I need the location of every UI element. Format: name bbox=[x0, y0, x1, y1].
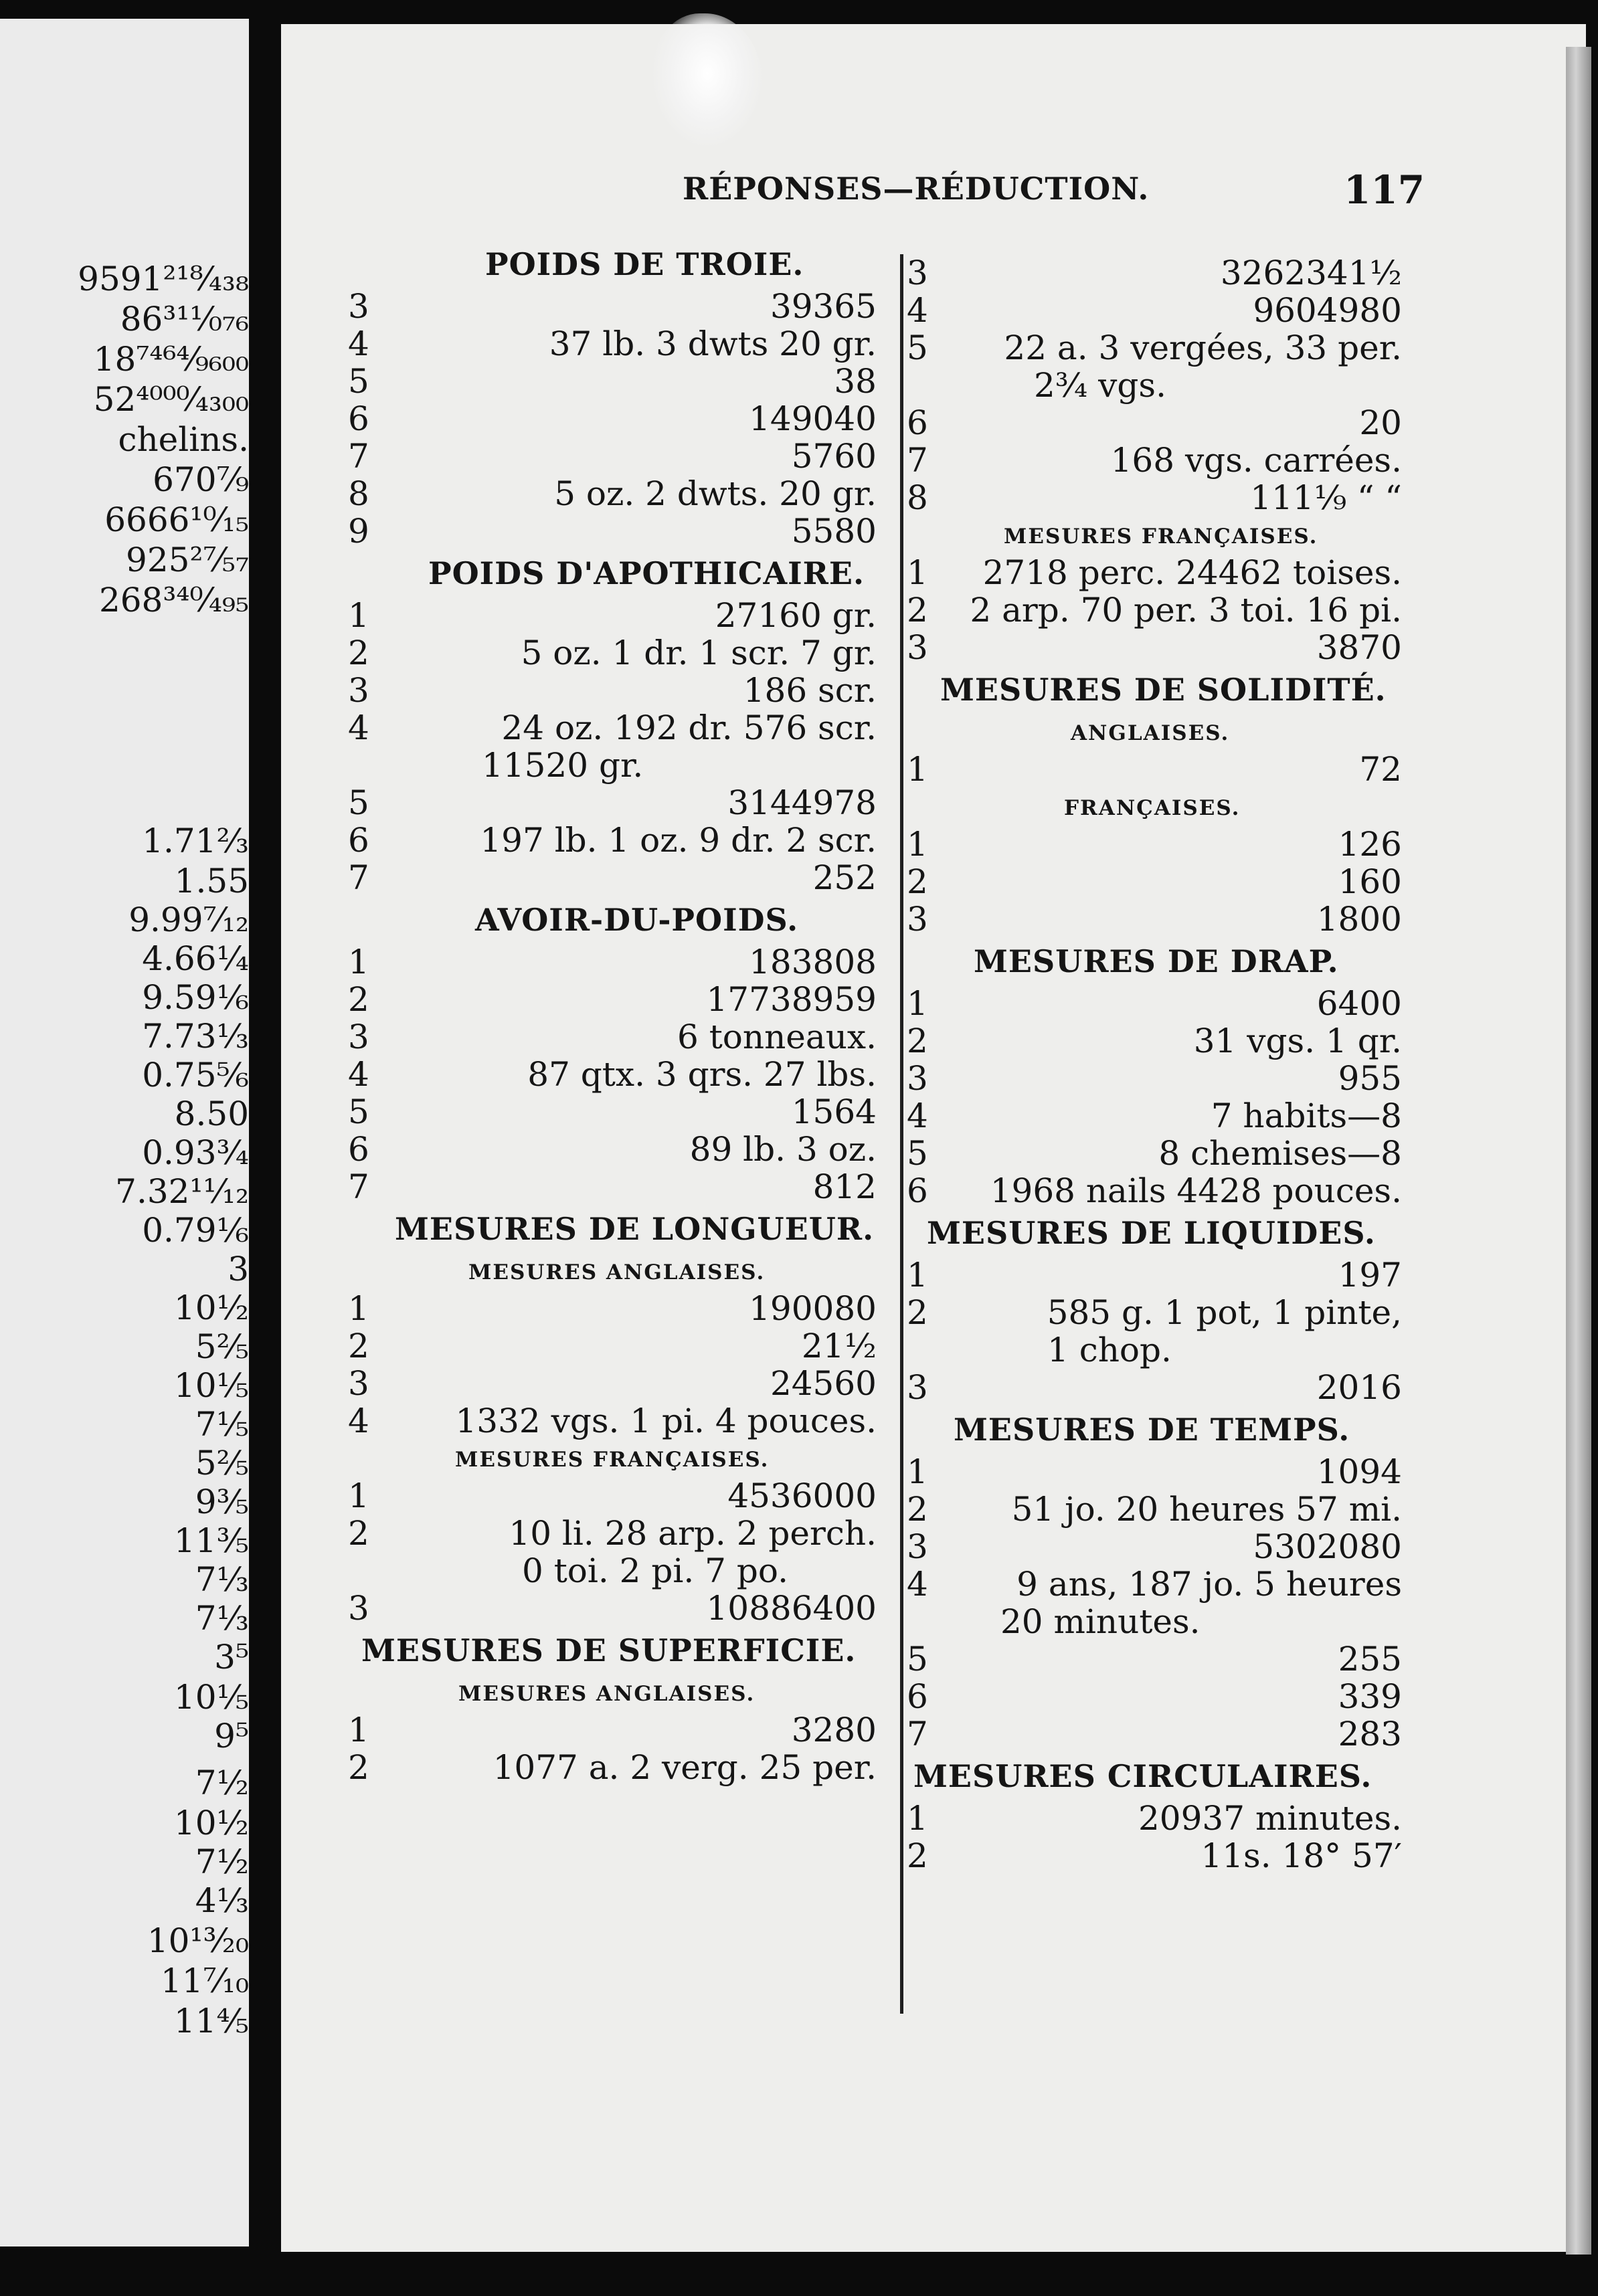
section-heading: MESURES DE TEMPS. bbox=[954, 1412, 1350, 1448]
answer-number: 5 bbox=[907, 328, 928, 367]
answer-value: 186 scr. bbox=[743, 671, 877, 710]
answer-value: 5760 bbox=[791, 437, 877, 476]
answer-row bbox=[907, 1097, 1402, 1135]
answer-row bbox=[348, 400, 877, 438]
answer-value: 160 bbox=[1338, 862, 1402, 901]
answer-value: 1332 vgs. 1 pi. 4 pouces. bbox=[455, 1402, 877, 1440]
answer-number: 4 bbox=[348, 324, 369, 363]
answer-row bbox=[907, 591, 1402, 629]
answer-number: 6 bbox=[348, 399, 369, 438]
left-page-fragment: 9.99⁷⁄₁₂ bbox=[128, 900, 249, 939]
answer-value: 585 g. 1 pot, 1 pinte, bbox=[1047, 1293, 1402, 1332]
answer-number: 4 bbox=[907, 1096, 928, 1135]
left-page bbox=[0, 19, 249, 2246]
answer-value: 339 bbox=[1338, 1677, 1402, 1716]
answer-row bbox=[348, 709, 877, 747]
answer-number: 2 bbox=[348, 1514, 369, 1553]
answer-continuation: 20 minutes. bbox=[1000, 1602, 1201, 1641]
answer-value: 3870 bbox=[1316, 628, 1402, 667]
answer-row bbox=[907, 1678, 1402, 1715]
answer-number: 5 bbox=[348, 783, 369, 822]
left-page-fragment: 18⁷⁴⁶⁴⁄₉₆₀₀ bbox=[93, 340, 249, 379]
answer-value: 22 a. 3 vergées, 33 per. bbox=[1004, 328, 1402, 367]
answer-number: 7 bbox=[348, 858, 369, 897]
answer-value: 1968 nails 4428 pouces. bbox=[990, 1171, 1402, 1210]
answer-value: 10886400 bbox=[706, 1589, 877, 1628]
left-page-fragment: 11⅘ bbox=[173, 2002, 249, 2040]
left-page-fragment: chelins. bbox=[118, 420, 249, 459]
left-page-fragment: 0.93¾ bbox=[142, 1133, 249, 1172]
left-page-fragment: 7⅕ bbox=[195, 1405, 249, 1444]
answer-row bbox=[348, 597, 877, 634]
answer-value: 5302080 bbox=[1253, 1527, 1402, 1566]
answer-row bbox=[907, 1172, 1402, 1210]
answer-row bbox=[907, 329, 1402, 367]
answer-row bbox=[348, 1327, 877, 1365]
answer-value: 111⅑ “ “ bbox=[1250, 478, 1402, 517]
answer-number: 2 bbox=[348, 1327, 369, 1365]
left-page-fragment: 925²⁷⁄₅₇ bbox=[126, 541, 249, 579]
answer-value: 1564 bbox=[791, 1092, 877, 1131]
left-answer-column bbox=[348, 241, 877, 1786]
answer-value: 2016 bbox=[1316, 1368, 1402, 1407]
answer-value: 21½ bbox=[801, 1327, 877, 1365]
answer-row bbox=[348, 325, 877, 363]
answer-row bbox=[907, 985, 1402, 1022]
answer-row bbox=[907, 1453, 1402, 1491]
answer-number: 4 bbox=[348, 1055, 369, 1094]
answer-value: 17738959 bbox=[706, 980, 877, 1019]
answer-value: 197 lb. 1 oz. 9 dr. 2 scr. bbox=[480, 821, 877, 860]
answer-row bbox=[907, 1640, 1402, 1678]
answer-row bbox=[348, 1590, 877, 1627]
answer-number: 1 bbox=[907, 825, 928, 864]
answer-number: 9 bbox=[348, 512, 369, 551]
answer-row bbox=[907, 826, 1402, 863]
answer-row bbox=[907, 1565, 1402, 1603]
answer-row bbox=[907, 254, 1402, 292]
answer-value: 183808 bbox=[749, 943, 877, 981]
left-page-fragment: 86³¹¹⁄₀₇₆ bbox=[120, 300, 249, 339]
section-heading: POIDS DE TROIE. bbox=[485, 246, 804, 282]
answer-row bbox=[348, 1131, 877, 1168]
answer-number: 6 bbox=[348, 1130, 369, 1169]
answer-row bbox=[348, 1056, 877, 1093]
section-heading: AVOIR-DU-POIDS. bbox=[475, 902, 799, 938]
answer-value: 37 lb. 3 dwts 20 gr. bbox=[549, 324, 877, 363]
answer-number: 4 bbox=[348, 708, 369, 747]
answer-number: 7 bbox=[348, 1167, 369, 1206]
answer-number: 1 bbox=[907, 1799, 928, 1838]
answer-value: 72 bbox=[1359, 750, 1402, 789]
answer-row bbox=[907, 1294, 1402, 1331]
answer-number: 2 bbox=[907, 1293, 928, 1332]
answer-value: 252 bbox=[812, 858, 877, 897]
answer-number: 3 bbox=[348, 1018, 369, 1056]
answer-value: 955 bbox=[1338, 1059, 1402, 1098]
answer-row bbox=[348, 438, 877, 475]
answer-value: 3262341½ bbox=[1220, 254, 1402, 292]
section-heading: MESURES DE SUPERFICIE. bbox=[361, 1632, 857, 1668]
answer-number: 1 bbox=[907, 553, 928, 592]
answer-row bbox=[907, 1369, 1402, 1406]
answer-value: 2 arp. 70 per. 3 toi. 16 pi. bbox=[970, 591, 1402, 630]
answer-row bbox=[907, 479, 1402, 516]
answer-value: 1094 bbox=[1316, 1452, 1402, 1491]
answer-row bbox=[348, 1515, 877, 1552]
left-page-fragment: 3⁵ bbox=[214, 1638, 249, 1677]
answer-value: 1800 bbox=[1316, 900, 1402, 939]
running-header: RÉPONSES—RÉDUCTION. bbox=[683, 171, 1150, 207]
answer-number: 1 bbox=[907, 1256, 928, 1295]
left-page-fragment: 10¹³⁄₂₀ bbox=[147, 1921, 249, 1960]
answer-row bbox=[907, 1256, 1402, 1294]
answer-row bbox=[348, 1168, 877, 1206]
answer-number: 7 bbox=[907, 1715, 928, 1753]
section-heading: MESURES CIRCULAIRES. bbox=[913, 1758, 1372, 1794]
answer-value: 168 vgs. carrées. bbox=[1110, 441, 1402, 480]
answer-row bbox=[907, 629, 1402, 666]
left-page-fragment: 4.66¼ bbox=[142, 939, 249, 978]
answer-number: 2 bbox=[907, 1022, 928, 1060]
left-page-fragment: 9⅗ bbox=[195, 1482, 249, 1521]
answer-number: 8 bbox=[907, 478, 928, 517]
answer-value: 1077 a. 2 verg. 25 per. bbox=[493, 1748, 877, 1787]
left-page-fragment: 1.71⅔ bbox=[142, 822, 249, 860]
answer-number: 6 bbox=[907, 403, 928, 442]
left-page-fragment: 11⁷⁄₁₀ bbox=[160, 1962, 249, 2000]
answer-continuation: 2¾ vgs. bbox=[1034, 366, 1166, 405]
answer-row bbox=[348, 634, 877, 672]
answer-number: 1 bbox=[348, 943, 369, 981]
answer-number: 4 bbox=[907, 1565, 928, 1604]
answer-number: 1 bbox=[907, 1452, 928, 1491]
subsection-heading: ANGLAISES. bbox=[1071, 721, 1230, 745]
left-page-fragment: 9.59⅙ bbox=[142, 978, 249, 1017]
answer-number: 3 bbox=[348, 671, 369, 710]
answer-row bbox=[348, 1365, 877, 1402]
answer-number: 3 bbox=[907, 1059, 928, 1098]
section-heading: MESURES DE SOLIDITÉ. bbox=[940, 672, 1387, 708]
answer-value: 87 qtx. 3 qrs. 27 lbs. bbox=[527, 1055, 877, 1094]
left-page-fragment: 0.79⅙ bbox=[142, 1211, 249, 1250]
left-page-fragment: 670⁷⁄₉ bbox=[153, 460, 249, 499]
answer-number: 6 bbox=[907, 1677, 928, 1716]
page-edge bbox=[1566, 47, 1591, 2255]
left-page-fragment: 7½ bbox=[195, 1763, 249, 1802]
answer-value: 6 tonneaux. bbox=[677, 1018, 877, 1056]
answer-number: 2 bbox=[348, 1748, 369, 1787]
answer-row bbox=[348, 512, 877, 550]
answer-number: 5 bbox=[907, 1640, 928, 1679]
answer-value: 7 habits—8 bbox=[1211, 1096, 1402, 1135]
answer-row bbox=[907, 442, 1402, 479]
answer-number: 3 bbox=[348, 1364, 369, 1403]
answer-row bbox=[907, 751, 1402, 788]
answer-row bbox=[907, 863, 1402, 900]
subsection-heading: MESURES ANGLAISES. bbox=[468, 1260, 766, 1284]
answer-row bbox=[348, 363, 877, 400]
answer-number: 8 bbox=[348, 474, 369, 513]
answer-continuation: 0 toi. 2 pi. 7 po. bbox=[522, 1551, 788, 1590]
answer-value: 4536000 bbox=[727, 1476, 877, 1515]
answer-number: 5 bbox=[348, 362, 369, 401]
answer-number: 4 bbox=[907, 291, 928, 330]
answer-value: 197 bbox=[1338, 1256, 1402, 1295]
answer-value: 38 bbox=[834, 362, 877, 401]
right-answer-column bbox=[907, 254, 1402, 1875]
answer-number: 3 bbox=[348, 287, 369, 326]
answer-number: 1 bbox=[348, 1476, 369, 1515]
answer-number: 6 bbox=[907, 1171, 928, 1210]
answer-value: 20 bbox=[1359, 403, 1402, 442]
answer-value: 3280 bbox=[791, 1711, 877, 1749]
answer-row bbox=[348, 1711, 877, 1749]
left-page-fragment: 4⅓ bbox=[195, 1881, 249, 1920]
section-heading: MESURES DE LIQUIDES. bbox=[927, 1215, 1376, 1251]
answer-value: 8 chemises—8 bbox=[1158, 1134, 1402, 1173]
left-page-fragment: 6666¹⁰⁄₁₅ bbox=[104, 500, 249, 539]
left-page-fragment: 10⅕ bbox=[173, 1678, 249, 1717]
answer-number: 1 bbox=[348, 596, 369, 635]
answer-row bbox=[907, 1022, 1402, 1060]
page-number: 117 bbox=[1344, 167, 1425, 213]
answer-value: 812 bbox=[812, 1167, 877, 1206]
answer-number: 5 bbox=[907, 1134, 928, 1173]
answer-value: 27160 gr. bbox=[715, 596, 877, 635]
answer-row bbox=[907, 1800, 1402, 1837]
answer-value: 6400 bbox=[1316, 984, 1402, 1023]
answer-number: 2 bbox=[348, 634, 369, 672]
answer-row bbox=[348, 1093, 877, 1131]
answer-value: 283 bbox=[1338, 1715, 1402, 1753]
answer-value: 20937 minutes. bbox=[1138, 1799, 1402, 1838]
left-page-fragment: 10½ bbox=[173, 1804, 249, 1842]
answer-value: 255 bbox=[1338, 1640, 1402, 1679]
answer-number: 2 bbox=[907, 1490, 928, 1529]
left-page-fragment: 268³⁴⁰⁄₄₉₅ bbox=[98, 581, 249, 619]
answer-continuation: 1 chop. bbox=[1047, 1331, 1172, 1369]
answer-number: 2 bbox=[348, 980, 369, 1019]
answer-value: 126 bbox=[1338, 825, 1402, 864]
left-page-fragment: 9⁵ bbox=[214, 1717, 249, 1755]
answer-number: 7 bbox=[348, 437, 369, 476]
answer-number: 7 bbox=[907, 441, 928, 480]
subsection-heading: MESURES ANGLAISES. bbox=[458, 1682, 756, 1706]
answer-row bbox=[348, 981, 877, 1018]
answer-row bbox=[907, 404, 1402, 442]
left-page-fragment: 8.50 bbox=[174, 1094, 249, 1133]
answer-value: 89 lb. 3 oz. bbox=[689, 1130, 877, 1169]
answer-row bbox=[907, 1528, 1402, 1565]
answer-number: 1 bbox=[348, 1711, 369, 1749]
section-heading: POIDS D'APOTHICAIRE. bbox=[428, 555, 865, 591]
answer-number: 3 bbox=[348, 1589, 369, 1628]
answer-number: 6 bbox=[348, 821, 369, 860]
answer-number: 4 bbox=[348, 1402, 369, 1440]
answer-row bbox=[907, 554, 1402, 591]
left-page-fragment: 11⅗ bbox=[173, 1521, 249, 1560]
answer-row bbox=[907, 1837, 1402, 1875]
answer-number: 1 bbox=[907, 750, 928, 789]
answer-value: 3144978 bbox=[727, 783, 877, 822]
answer-number: 3 bbox=[907, 1368, 928, 1407]
answer-number: 3 bbox=[907, 900, 928, 939]
answer-row bbox=[348, 475, 877, 512]
answer-number: 3 bbox=[907, 628, 928, 667]
answer-row bbox=[907, 1060, 1402, 1097]
answer-row bbox=[348, 1290, 877, 1327]
left-page-fragment: 7½ bbox=[195, 1842, 249, 1881]
answer-value: 51 jo. 20 heures 57 mi. bbox=[1011, 1490, 1402, 1529]
answer-value: 31 vgs. 1 qr. bbox=[1193, 1022, 1402, 1060]
answer-row bbox=[907, 1135, 1402, 1172]
answer-value: 10 li. 28 arp. 2 perch. bbox=[509, 1514, 877, 1553]
answer-row bbox=[907, 292, 1402, 329]
answer-value: 5 oz. 1 dr. 1 scr. 7 gr. bbox=[521, 634, 877, 672]
answer-value: 5580 bbox=[791, 512, 877, 551]
answer-row bbox=[348, 288, 877, 325]
answer-number: 1 bbox=[907, 984, 928, 1023]
answer-row bbox=[348, 1477, 877, 1515]
answer-value: 11s. 18° 57′ bbox=[1201, 1836, 1402, 1875]
left-page-fragment: 0.75⅚ bbox=[142, 1056, 249, 1094]
answer-value: 149040 bbox=[749, 399, 877, 438]
answer-number: 5 bbox=[348, 1092, 369, 1131]
answer-row bbox=[348, 859, 877, 896]
left-page-fragment: 5⅖ bbox=[195, 1327, 249, 1366]
answer-row bbox=[907, 1715, 1402, 1753]
answer-number: 1 bbox=[348, 1289, 369, 1328]
answer-value: 24 oz. 192 dr. 576 scr. bbox=[501, 708, 877, 747]
answer-row bbox=[348, 784, 877, 822]
answer-row bbox=[348, 672, 877, 709]
answer-number: 3 bbox=[907, 1527, 928, 1566]
left-page-fragment: 3 bbox=[228, 1250, 249, 1288]
answer-value: 9 ans, 187 jo. 5 heures bbox=[1016, 1565, 1402, 1604]
left-page-fragment: 1.55 bbox=[174, 862, 249, 900]
left-page-fragment: 7.32¹¹⁄₁₂ bbox=[115, 1172, 249, 1211]
answer-row bbox=[348, 1402, 877, 1440]
answer-row bbox=[348, 1749, 877, 1786]
answer-row bbox=[348, 822, 877, 859]
answer-value: 2718 perc. 24462 toises. bbox=[982, 553, 1402, 592]
left-page-fragment: 5⅖ bbox=[195, 1444, 249, 1482]
answer-row bbox=[907, 1491, 1402, 1528]
answer-row bbox=[348, 1018, 877, 1056]
answer-row bbox=[907, 900, 1402, 938]
left-page-fragment: 10⅕ bbox=[173, 1366, 249, 1405]
subsection-heading: MESURES FRANÇAISES. bbox=[455, 1448, 770, 1472]
answer-value: 9604980 bbox=[1253, 291, 1402, 330]
answer-continuation: 11520 gr. bbox=[482, 746, 644, 785]
column-divider bbox=[900, 254, 903, 2014]
left-page-fragment: 7.73⅓ bbox=[142, 1017, 249, 1056]
section-heading: MESURES DE LONGUEUR. bbox=[395, 1211, 875, 1247]
left-page-fragment: 7⅓ bbox=[195, 1599, 249, 1638]
subsection-heading: MESURES FRANÇAISES. bbox=[1004, 524, 1318, 549]
answer-value: 24560 bbox=[770, 1364, 877, 1403]
left-page-fragment: 9591²¹⁸⁄₄₃₈ bbox=[78, 260, 249, 298]
answer-row bbox=[348, 943, 877, 981]
answer-value: 39365 bbox=[770, 287, 877, 326]
answer-value: 190080 bbox=[749, 1289, 877, 1328]
answer-number: 2 bbox=[907, 591, 928, 630]
left-page-fragment: 7⅓ bbox=[195, 1560, 249, 1599]
section-heading: MESURES DE DRAP. bbox=[974, 943, 1339, 979]
answer-number: 2 bbox=[907, 862, 928, 901]
left-page-fragment: 10½ bbox=[173, 1288, 249, 1327]
subsection-heading: FRANÇAISES. bbox=[1064, 796, 1241, 820]
answer-number: 3 bbox=[907, 254, 928, 292]
answer-number: 2 bbox=[907, 1836, 928, 1875]
left-page-fragment: 52⁴⁰⁰⁰⁄₄₃₀₀ bbox=[93, 380, 249, 419]
answer-value: 5 oz. 2 dwts. 20 gr. bbox=[554, 474, 877, 513]
